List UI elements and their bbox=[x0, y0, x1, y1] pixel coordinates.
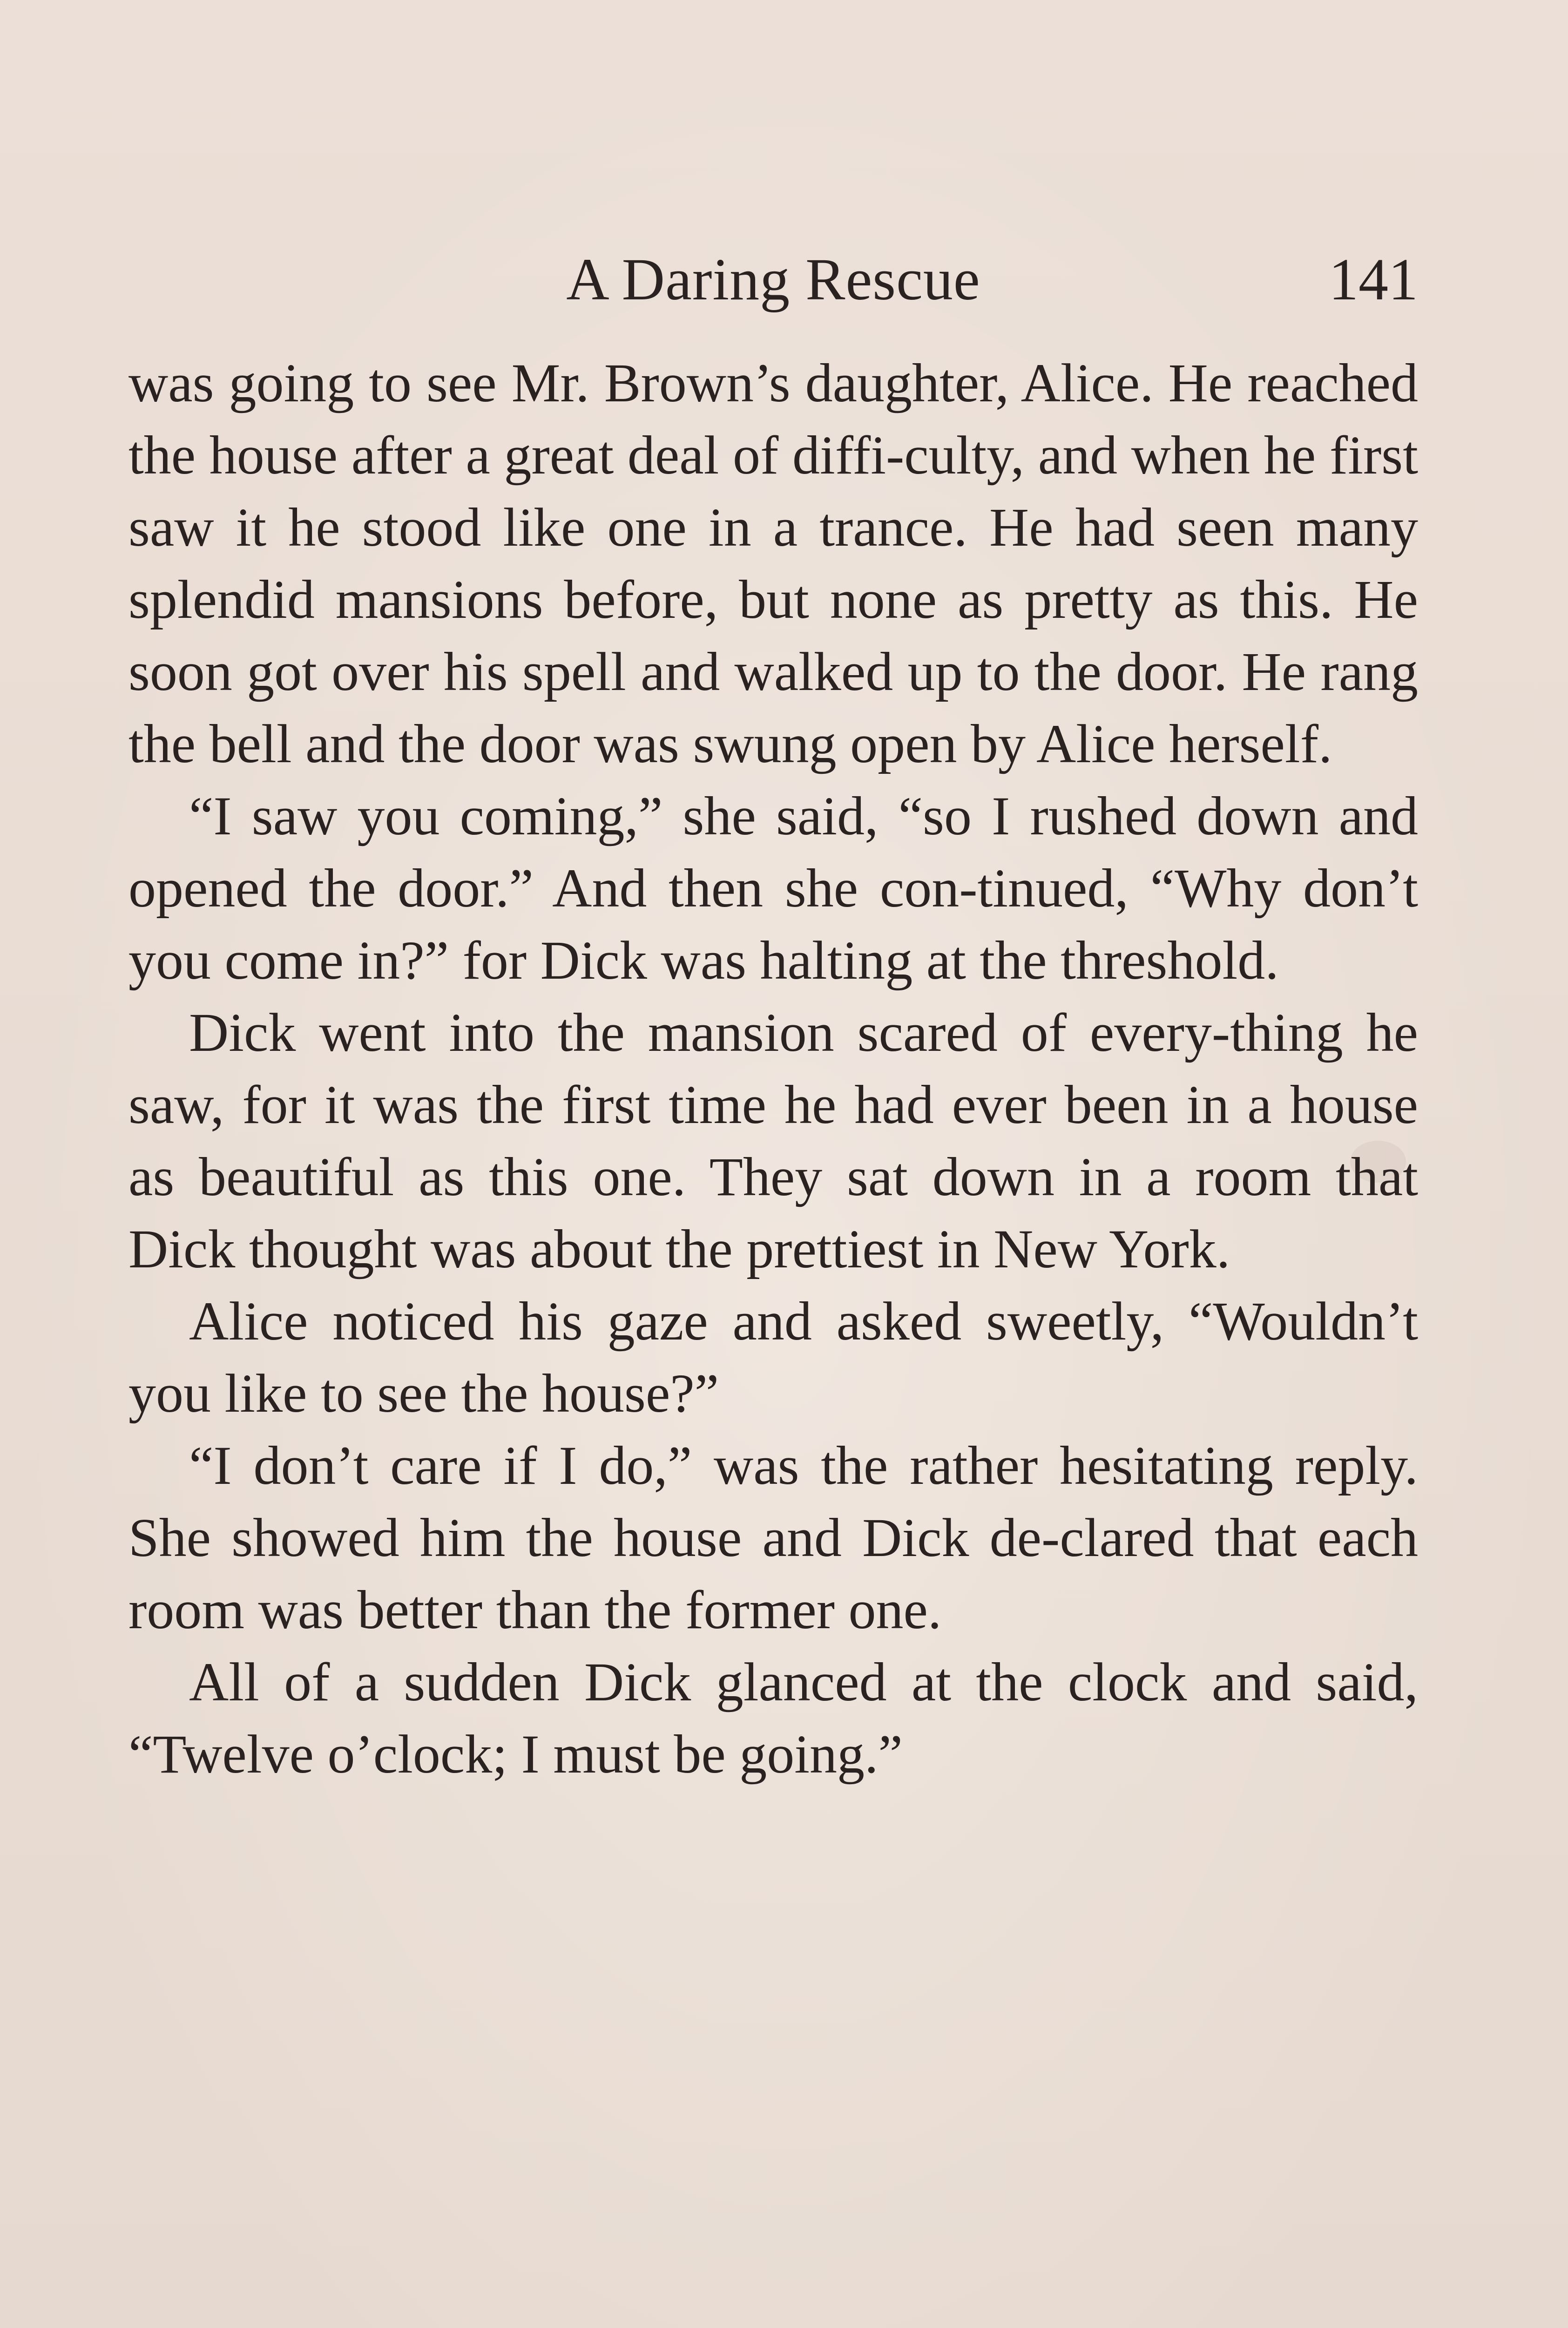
body-text bbox=[128, 347, 1418, 1790]
page-number: 141 bbox=[1329, 246, 1418, 312]
paragraph: “I saw you coming,” she said, “so I rushed down and opened the door.” And then she con-tinued, “Why don’t you come in?” for Dick was halting at the threshold. bbox=[128, 785, 1418, 991]
paragraph: All of a sudden Dick glanced at the clock and said, “Twelve o’clock; I must be going.” bbox=[128, 1651, 1418, 1785]
paragraph: Dick went into the mansion scared of every-thing he saw, for it was the first time he had ever been in a house as beautiful as this one. They sat down in a room that Dick thought was about the prettiest in New York. bbox=[128, 1002, 1418, 1279]
paragraph: Alice noticed his gaze and asked sweetly, “Wouldn’t you like to see the house?” bbox=[128, 1291, 1418, 1424]
chapter-title: A Daring Rescue bbox=[566, 246, 980, 312]
paragraph: was going to see Mr. Brown’s daughter, Alice. He reached the house after a great deal of diffi-culty, and when he first saw it he stood like one in a trance. He had seen many splendid mansions before, but none as pretty as this. He soon got over his spell and walked up to the door. He rang the bell and the door was swung open by Alice herself. bbox=[128, 352, 1418, 774]
paragraph: “I don’t care if I do,” was the rather hesitating reply. She showed him the house and Dick de-clared that each room was better than the former one. bbox=[128, 1435, 1418, 1640]
running-header bbox=[128, 242, 1418, 317]
